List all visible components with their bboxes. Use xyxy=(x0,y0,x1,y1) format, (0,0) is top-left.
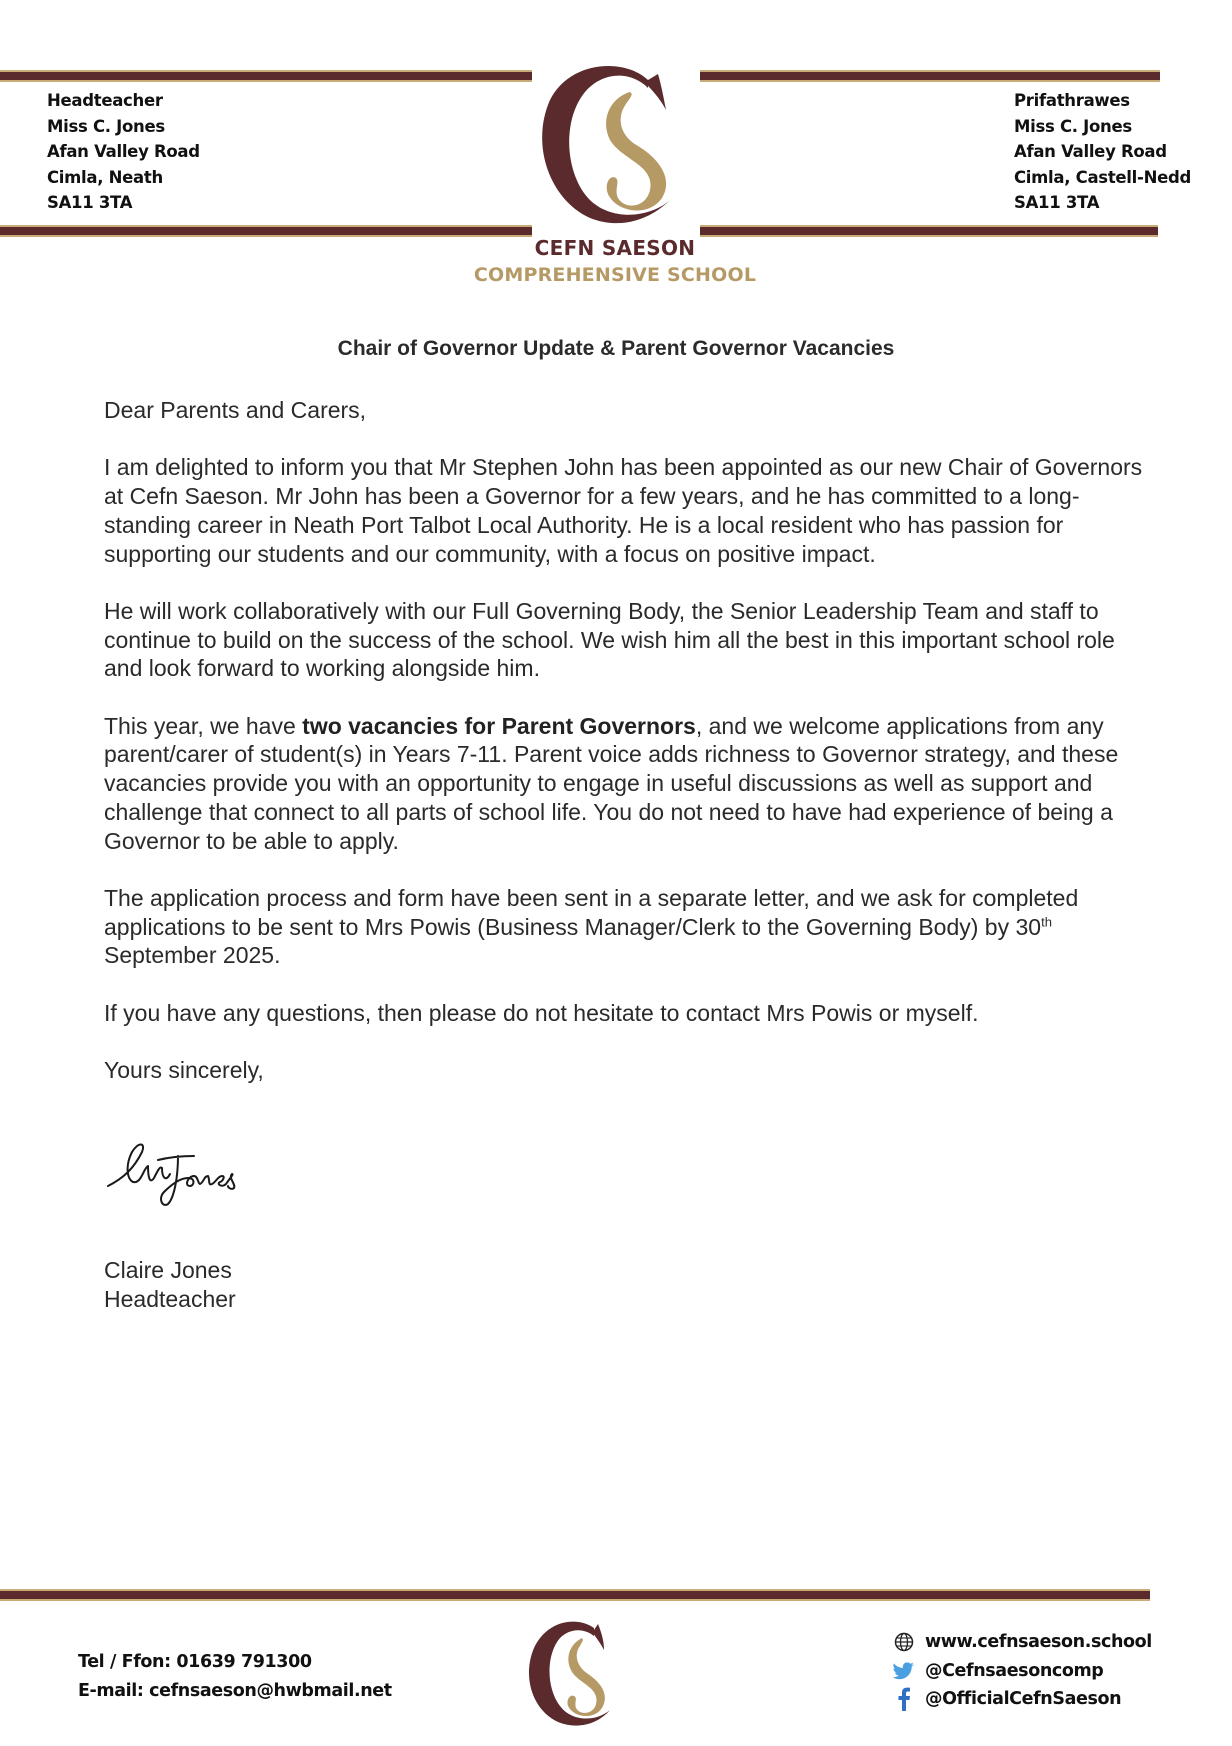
signer-block xyxy=(104,1256,236,1313)
signer-name: Claire Jones xyxy=(104,1257,232,1283)
twitter-link[interactable] xyxy=(893,1657,1152,1686)
facebook-link[interactable] xyxy=(893,1685,1152,1714)
website-text: www.cefnsaeson.school xyxy=(925,1632,1152,1652)
address-line: Afan Valley Road xyxy=(1014,142,1167,161)
text-run: This year, we have xyxy=(104,712,303,739)
address-line: Cimla, Castell-Nedd xyxy=(1014,167,1191,187)
text-run: The application process and form have been sent in a separate letter, and we ask for completed applications to be sent to Mrs Powis (Business Manager/Clerk to the Governing Body) by 30 xyxy=(104,884,1079,940)
address-line: Prifathrawes xyxy=(1014,91,1130,110)
address-line: SA11 3TA xyxy=(1014,193,1100,212)
footer-rule xyxy=(0,1589,1150,1601)
paragraph-questions: If you have any questions, then please do not hesitate to contact Mrs Powis or myself. xyxy=(104,999,979,1026)
paragraph-chair-appointment: I am delighted to inform you that Mr Stephen John has been appointed as our new Chair of Governors at Cefn Saeson. Mr John has been a Governor for a few years, and he has committed to a long-standing career in Neath Port Talbot Local Authority. He is a local resident who has passion for supporting our students and our community, with a focus on positive impact. xyxy=(104,454,1143,567)
address-line: Miss C. Jones xyxy=(1014,116,1132,136)
school-name-line1: CEFN SAESON xyxy=(534,236,696,260)
paragraph-collaboration: He will work collaboratively with our Full Governing Body, the Senior Leadership Team and staff to continue to build on the success of the school. We wish him all the best in this important school role and look forward to working alongside him. xyxy=(104,597,1115,682)
twitter-handle: @Cefnsaesoncomp xyxy=(925,1660,1104,1681)
address-line: Miss C. Jones xyxy=(47,116,165,136)
salutation: Dear Parents and Carers, xyxy=(104,397,367,423)
footer-contact xyxy=(78,1648,392,1706)
text-run: September 2025. xyxy=(104,942,281,969)
address-english xyxy=(47,88,200,216)
address-line: Headteacher xyxy=(47,91,163,110)
letter-title: Chair of Governor Update & Parent Governor Vacancies xyxy=(337,337,895,360)
facebook-icon xyxy=(893,1688,915,1710)
ordinal-suffix: th xyxy=(1041,913,1052,929)
signer-role: Headteacher xyxy=(104,1285,236,1312)
school-name-line2: COMPREHENSIVE SCHOOL xyxy=(473,264,757,286)
text-run: , and we welcome applications from any parent/carer of student(s) in Years 7-11. Parent voice adds richness to Governor strategy, and these vacancies provide you with an opportunity to engage in useful discussions as well as support and challenge that connect to all parts of school life. You do not need to have had experience of being a Governor to be able to apply. xyxy=(104,712,1119,854)
header-rule-top-left xyxy=(0,70,532,82)
address-line: Cimla, Neath xyxy=(47,167,163,187)
globe-icon xyxy=(893,1631,915,1653)
twitter-icon xyxy=(893,1660,915,1682)
letter-body xyxy=(104,396,1144,1113)
vacancies-highlight: two vacancies for Parent Governors xyxy=(302,712,696,739)
address-welsh xyxy=(1014,88,1191,216)
cs-monogram-logo-icon xyxy=(530,60,700,230)
paragraph-vacancies xyxy=(104,712,1144,856)
header-rule-bottom-right xyxy=(700,225,1158,237)
header-rule-top-right xyxy=(700,70,1160,82)
website-link[interactable] xyxy=(893,1628,1152,1657)
closing: Yours sincerely, xyxy=(104,1057,264,1084)
footer-social xyxy=(893,1628,1152,1714)
address-line: SA11 3TA xyxy=(47,193,133,212)
footer-email[interactable]: E-mail: cefnsaeson@hwbmail.net xyxy=(78,1681,392,1701)
handwritten-signature-icon xyxy=(104,1138,254,1218)
cs-monogram-footer-icon xyxy=(522,1618,622,1730)
facebook-handle: @OfficialCefnSaeson xyxy=(925,1689,1122,1709)
footer-telephone: Tel / Ffon: 01639 791300 xyxy=(78,1652,312,1672)
paragraph-application xyxy=(104,884,1144,970)
address-line: Afan Valley Road xyxy=(47,142,200,161)
header-rule-bottom-left xyxy=(0,225,532,237)
